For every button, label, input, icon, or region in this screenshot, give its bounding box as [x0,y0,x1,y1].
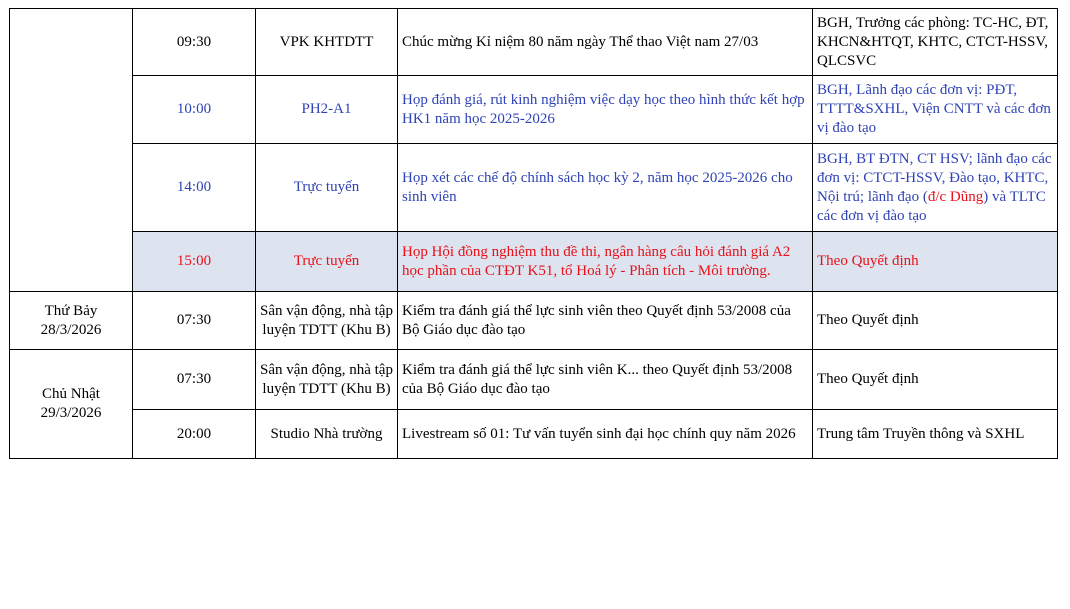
content-cell: Họp xét các chế độ chính sách học kỳ 2, năm học 2025-2026 cho sinh viên [398,144,813,232]
place-cell: Sân vận động, nhà tập luyện TDTT (Khu B) [256,350,398,410]
participants-highlight: đ/c Dũng [927,188,984,205]
table-row [10,410,1058,459]
content-cell: Livestream số 01: Tư vấn tuyển sinh đại học chính quy năm 2026 [398,410,813,459]
place-cell: Trực tuyến [256,232,398,292]
table-row [10,350,1058,410]
time-cell: 09:30 [133,9,256,76]
time-cell: 15:00 [133,232,256,292]
participants-cell: BGH, Lãnh đạo các đơn vị: PĐT, TTTT&SXHL, Viện CNTT và các đơn vị đào tạo [813,76,1058,144]
participants-text-end: ) và TLTC các đơn vị đào tạo [817,188,1046,224]
place-cell: Studio Nhà trường [256,410,398,459]
day-date: 28/3/2026 [40,321,102,338]
place-cell: Sân vận động, nhà tập luyện TDTT (Khu B) [256,292,398,350]
place-cell: Trực tuyến [256,144,398,232]
time-cell: 20:00 [133,410,256,459]
content-cell: Kiểm tra đánh giá thể lực sinh viên theo Quyết định 53/2008 của Bộ Giáo dục đào tạo [398,292,813,350]
day-cell-empty [10,9,133,292]
participants-cell: Theo Quyết định [813,232,1058,292]
day-date: 29/3/2026 [40,405,102,421]
content-text: Họp Hội đồng nghiệm thu đề thi, ngân hàng câu hỏi đánh giá A2 học phần của CTĐT K51, tổ Hoá lý - Phân tích - Môi trường. [402,243,791,279]
day-cell [10,292,133,350]
content-text: Họp đánh giá, rút kinh nghiệm việc dạy học theo hình thức kết hợp HK1 năm học 2025-2026 [402,91,805,127]
content-cell [398,232,813,292]
participants-cell: Theo Quyết định [813,292,1058,350]
time-cell: 07:30 [133,350,256,410]
day-name: Chủ Nhật [42,386,100,402]
table-row [10,144,1058,232]
time-cell: 14:00 [133,144,256,232]
participants-text: BGH, BT ĐTN, CT HSV; lãnh đạo các đơn vị: CTCT-HSSV, Đào tạo, KHTC, Nội trú; lãnh đạo ( [817,150,1052,205]
table-row [10,9,1058,76]
day-cell [10,350,133,459]
table-row [10,76,1058,144]
place-cell: PH2-A1 [256,76,398,144]
day-name: Thứ Bảy [44,302,98,319]
content-cell [398,76,813,144]
table-row [10,232,1058,292]
time-cell: 07:30 [133,292,256,350]
place-cell: VPK KHTDTT [256,9,398,76]
participants-cell: Theo Quyết định [813,350,1058,410]
participants-cell [813,144,1058,232]
schedule-table [9,8,1058,459]
table-row [10,292,1058,350]
participants-cell: Trung tâm Truyền thông và SXHL [813,410,1058,459]
participants-cell: BGH, Trưởng các phòng: TC-HC, ĐT, KHCN&HTQT, KHTC, CTCT-HSSV, QLCSVC [813,9,1058,76]
content-cell: Chúc mừng Kỉ niệm 80 năm ngày Thể thao Việt nam 27/03 [398,9,813,76]
time-cell: 10:00 [133,76,256,144]
content-cell: Kiểm tra đánh giá thể lực sinh viên K... theo Quyết định 53/2008 của Bộ Giáo dục đào tạo [398,350,813,410]
